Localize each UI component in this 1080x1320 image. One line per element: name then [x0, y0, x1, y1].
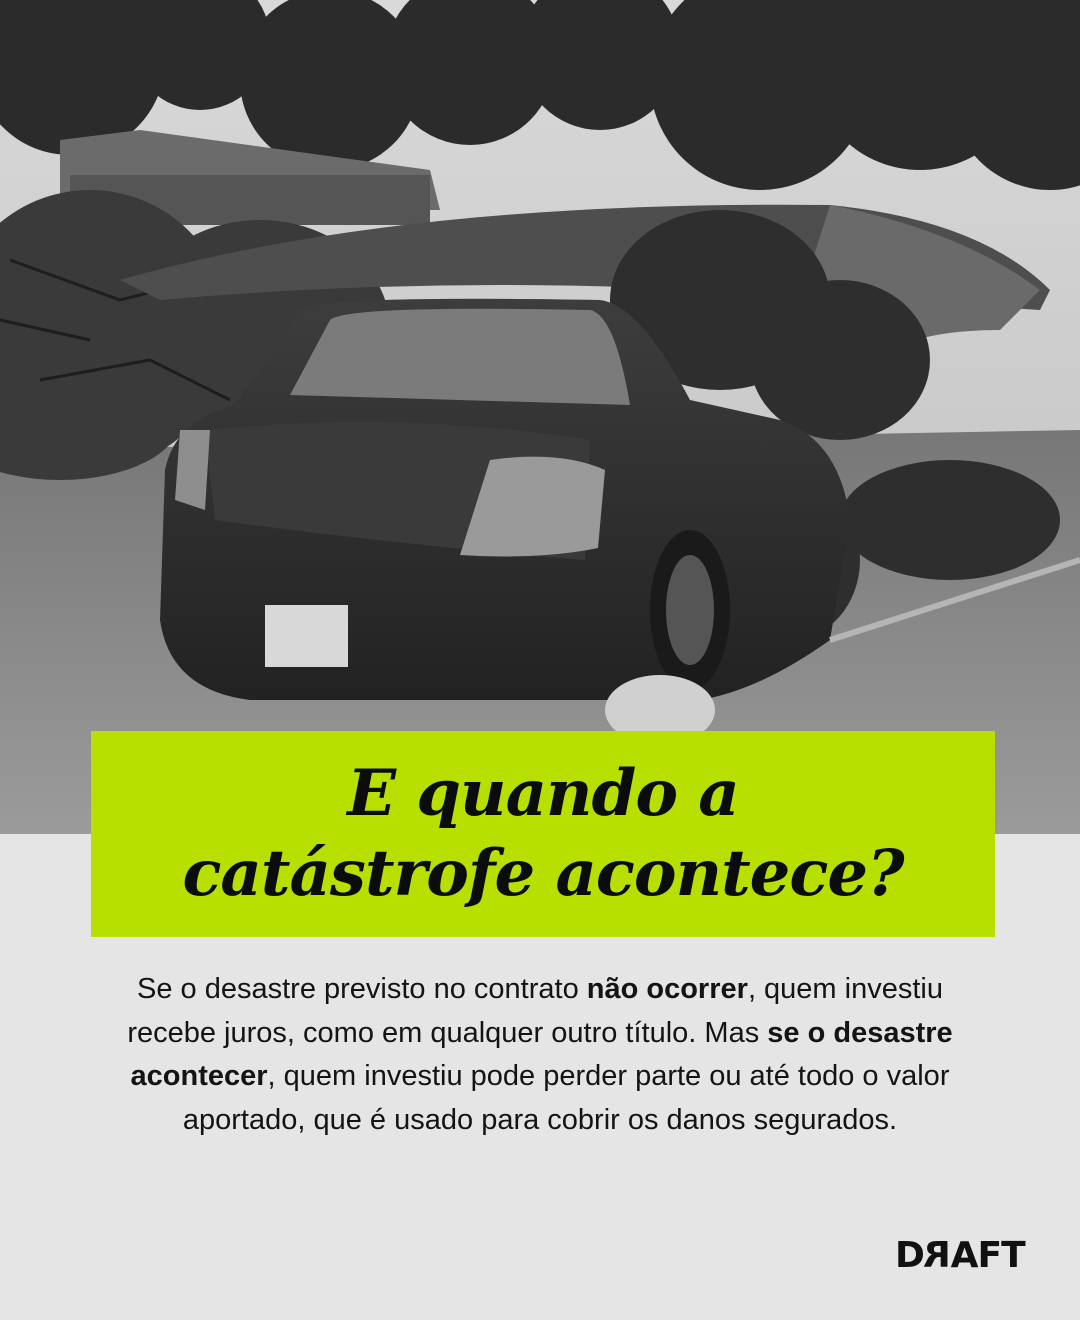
body-bold-1: não ocorrer: [586, 973, 748, 1005]
logo-part-2: R: [923, 1235, 951, 1276]
body-paragraph: [90, 968, 990, 1142]
logo-part-3: AFT: [950, 1235, 1025, 1276]
headline-line-1: E quando a: [347, 756, 739, 831]
draft-logo: [895, 1236, 1025, 1276]
body-text-part-3: , quem investiu pode perder parte ou até todo o valor aportado, que é usado para cobrir os danos segurados.: [182, 1060, 950, 1136]
headline-banner: [91, 731, 995, 937]
headline: [103, 754, 983, 914]
body-text-part-1: Se o desastre previsto no contrato: [137, 973, 587, 1005]
body-text-part-2: , quem investiu recebe juros, como em qualquer outro título. Mas: [127, 973, 943, 1049]
headline-line-2: catástrofe acontece?: [182, 836, 904, 911]
logo-part-1: D: [895, 1235, 924, 1276]
body-bold-2: se o desastre acontecer: [130, 1016, 953, 1092]
